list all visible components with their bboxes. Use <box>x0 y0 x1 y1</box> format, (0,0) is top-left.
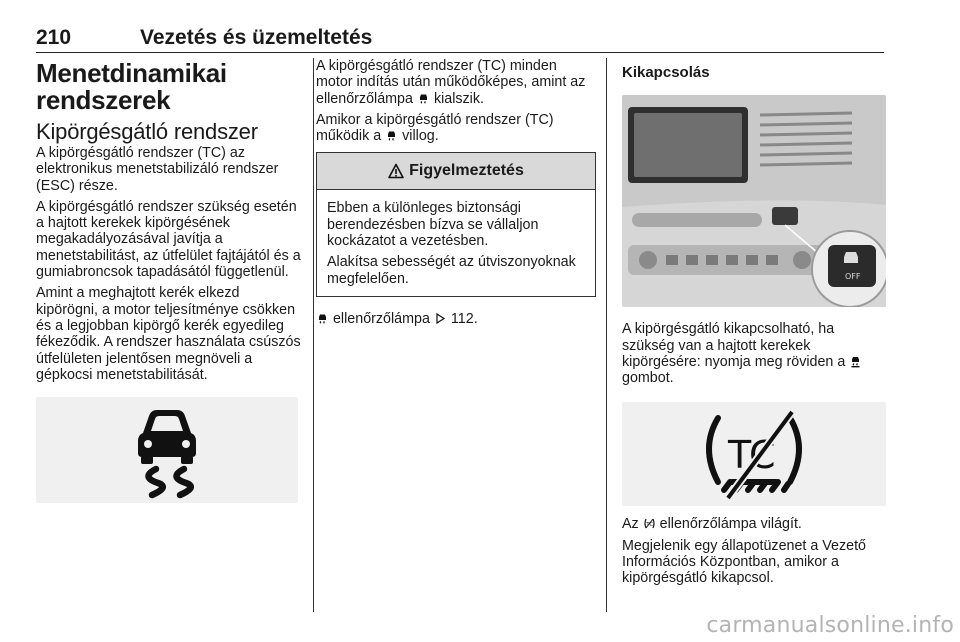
skidding-car-icon <box>36 397 298 503</box>
column-3 <box>622 58 890 592</box>
traction-control-off-button-icon <box>849 355 862 368</box>
warning-triangle-icon <box>388 163 404 179</box>
text: működik a <box>316 128 382 145</box>
text: ellenőrzőlámpa <box>332 310 430 327</box>
text: A kipörgésgátló rendszer (TC) minden motor indítás után működőképes, amint az <box>316 58 586 91</box>
tc-off-lamp-figure <box>622 402 886 506</box>
text: ellenőrzőlámpa <box>316 90 413 107</box>
page-number: 210 <box>36 26 72 49</box>
warning-title: Figyelmeztetés <box>409 162 524 180</box>
warning-box <box>316 152 596 296</box>
paragraph: A kipörgésgátló rendszer szükség esetén a hajtott kerekek kipörgésének megakadályozásával javítja a menetstabilitást, az útfelület fajtájától és a gumiabroncsok tapadásától függetlenül. <box>36 198 301 281</box>
paragraph: A kipörgésgátló rendszer (TC) az elektronikus menetstabilizáló rendszer (ESC) része. <box>36 145 279 194</box>
paragraph <box>622 516 890 532</box>
traction-control-lamp-icon <box>417 92 430 105</box>
text: ellenőrzőlámpa világít. <box>659 516 802 533</box>
traction-control-symbol-figure <box>36 397 298 503</box>
warning-text: Alakítsa sebességét az útviszonyoknak megfelelően. <box>327 254 576 287</box>
paragraph: Megjelenik egy állapotüzenet a Vezető Információs Központban, amikor a kipörgésgátló kikapcsol. <box>622 537 867 587</box>
subsection-heading: Kikapcsolás <box>622 64 710 81</box>
paragraph <box>316 58 596 107</box>
text: Az <box>622 516 639 533</box>
running-title: Vezetés és üzemeltetés <box>140 26 373 49</box>
text: gombot. <box>622 370 674 387</box>
paragraph: Amint a meghajtott kerék elkezd kipörögni, a motor teljesítménye csökken és a legjobban kipörgő kerék egyedileg fékeződik. A rendszer használata csúszós útfelületen jelentősen megnöveli a gépkocsi menetstabilitását. <box>36 285 301 383</box>
text: Amikor a kipörgésgátló rendszer (TC) <box>316 111 554 128</box>
traction-control-lamp-icon <box>385 129 398 142</box>
text: kialszik. <box>433 90 484 107</box>
column-1 <box>36 58 304 503</box>
tc-off-lamp-icon <box>643 517 656 530</box>
watermark: carmanualsonline.info <box>706 613 954 638</box>
column-2 <box>316 58 596 332</box>
svg-text:OFF: OFF <box>845 272 861 282</box>
subsection-heading: Kipörgésgátló rendszer <box>36 119 258 144</box>
section-heading: Menetdinamikai rendszerek <box>36 58 227 115</box>
center-console-illustration <box>622 95 886 307</box>
warning-text: Ebben a különleges biztonsági berendezésben bízva se vállaljon kockázatot a vezetésben. <box>327 200 539 250</box>
column-divider <box>313 58 314 612</box>
tc-off-warning-lamp-icon <box>622 402 886 506</box>
reference-line <box>316 311 596 327</box>
paragraph <box>316 112 596 145</box>
text: A kipörgésgátló kikapcsolható, ha szükség van a hajtott kerekek kipörgésére: nyomja meg röviden a <box>622 321 846 370</box>
page-reference[interactable]: 112. <box>450 310 478 327</box>
page-header <box>36 22 884 53</box>
text: villog. <box>402 128 439 145</box>
warning-header <box>317 153 595 190</box>
column-divider <box>606 58 607 612</box>
page-reference-arrow-icon <box>434 312 447 325</box>
paragraph <box>622 321 890 386</box>
svg-text:TC: TC <box>728 433 776 478</box>
svg-text:TC: TC <box>645 522 653 529</box>
dashboard-button-figure <box>622 95 886 307</box>
traction-control-lamp-icon <box>316 312 329 325</box>
